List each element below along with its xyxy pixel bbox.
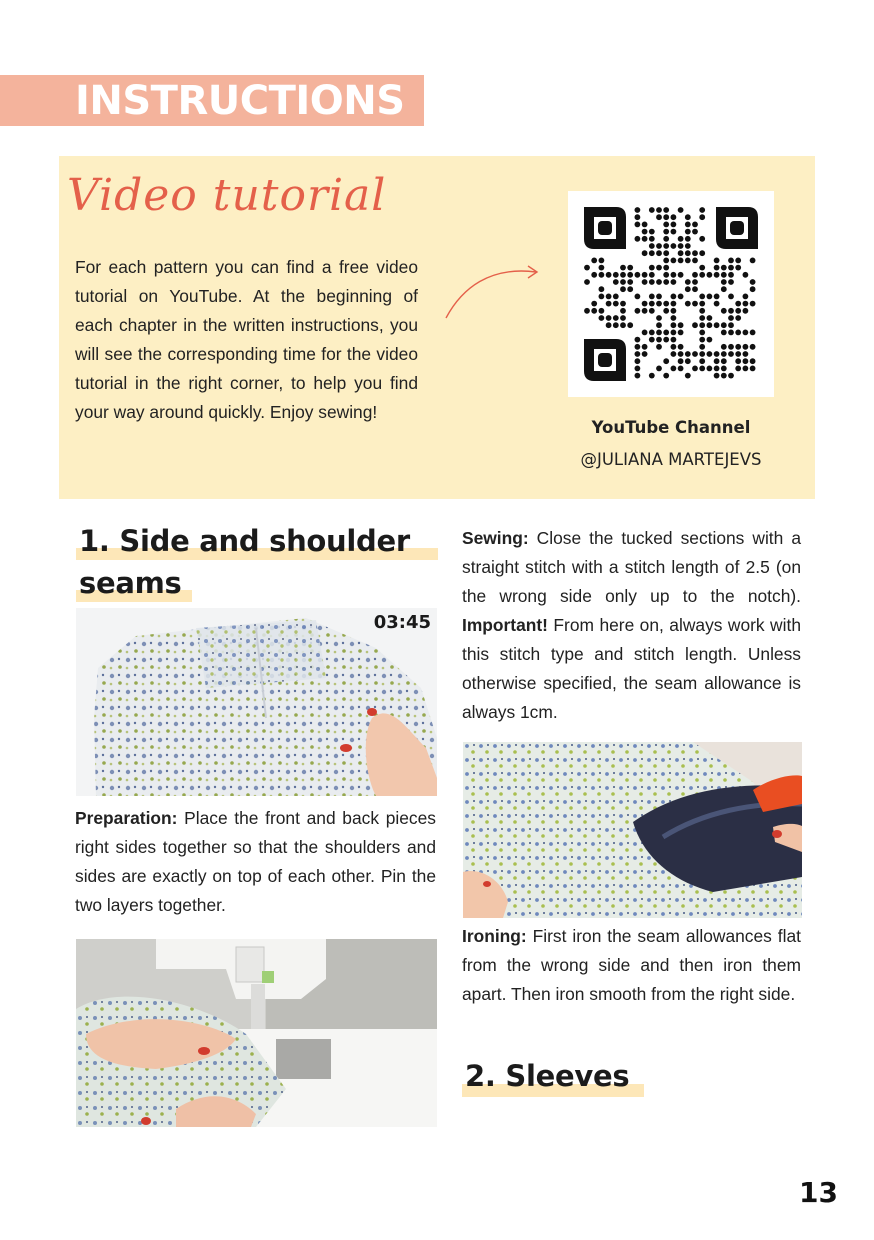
qr-module: [714, 351, 720, 357]
qr-module: [671, 308, 677, 314]
qr-module: [606, 301, 612, 307]
qr-module: [685, 250, 691, 256]
qr-module: [620, 322, 626, 328]
qr-module: [678, 358, 684, 364]
qr-module: [707, 322, 713, 328]
qr-module: [613, 279, 619, 285]
qr-module: [671, 258, 677, 264]
qr-module: [685, 301, 691, 307]
qr-module: [649, 265, 655, 271]
qr-module: [663, 272, 669, 278]
qr-module: [663, 258, 669, 264]
qr-module: [627, 322, 633, 328]
page-title: INSTRUCTIONS: [75, 78, 405, 124]
qr-module: [642, 272, 648, 278]
qr-module: [685, 222, 691, 228]
qr-module: [707, 315, 713, 321]
qr-module: [728, 279, 734, 285]
qr-module: [707, 272, 713, 278]
qr-module: [728, 265, 734, 271]
qr-module: [671, 243, 677, 249]
qr-module: [735, 265, 741, 271]
qr-module: [699, 322, 705, 328]
qr-module: [671, 301, 677, 307]
qr-module: [692, 351, 698, 357]
qr-module: [656, 322, 662, 328]
qr-module: [750, 330, 756, 336]
section-2-title: 2. Sleeves: [465, 1059, 630, 1093]
youtube-channel-handle[interactable]: @JULIANA MARTEJEVS: [580, 450, 762, 469]
qr-module: [714, 272, 720, 278]
qr-module: [649, 337, 655, 343]
qr-module: [685, 279, 691, 285]
qr-module: [735, 330, 741, 336]
qr-module: [663, 279, 669, 285]
qr-module: [656, 294, 662, 300]
qr-module: [750, 279, 756, 285]
qr-module: [699, 337, 705, 343]
qr-module: [663, 301, 669, 307]
qr-module: [699, 214, 705, 220]
qr-module: [613, 322, 619, 328]
qr-module: [591, 308, 597, 314]
qr-module: [620, 272, 626, 278]
qr-module: [678, 258, 684, 264]
qr-module: [678, 330, 684, 336]
qr-module: [699, 344, 705, 350]
qr-module: [635, 373, 641, 379]
qr-module: [663, 337, 669, 343]
qr-module: [663, 250, 669, 256]
qr-module: [735, 366, 741, 372]
section-1-title-line-1: 1. Side and shoulder: [79, 524, 410, 558]
qr-module: [678, 236, 684, 242]
qr-module: [635, 222, 641, 228]
qr-module: [627, 272, 633, 278]
qr-module: [707, 366, 713, 372]
qr-module: [606, 315, 612, 321]
qr-module: [620, 265, 626, 271]
qr-module: [663, 229, 669, 235]
qr-module: [584, 279, 590, 285]
qr-module: [642, 236, 648, 242]
qr-module: [699, 207, 705, 213]
qr-module: [699, 301, 705, 307]
qr-module: [627, 265, 633, 271]
floral-fabric-photo: [76, 608, 437, 796]
qr-module: [663, 243, 669, 249]
youtube-channel-label: YouTube Channel: [591, 418, 751, 437]
qr-module: [685, 358, 691, 364]
qr-module: [656, 301, 662, 307]
qr-module: [656, 265, 662, 271]
qr-module: [642, 222, 648, 228]
qr-module: [728, 272, 734, 278]
page-number: 13: [799, 1176, 838, 1209]
qr-module: [721, 351, 727, 357]
qr-module: [635, 344, 641, 350]
qr-module: [707, 337, 713, 343]
qr-module: [649, 301, 655, 307]
qr-module: [728, 258, 734, 264]
qr-module: [599, 258, 605, 264]
qr-module: [671, 214, 677, 220]
qr-module: [699, 358, 705, 364]
qr-module: [656, 344, 662, 350]
qr-module: [613, 294, 619, 300]
qr-module: [728, 330, 734, 336]
qr-module: [635, 308, 641, 314]
qr-module: [663, 308, 669, 314]
qr-module: [649, 229, 655, 235]
qr-module: [584, 308, 590, 314]
qr-module: [678, 366, 684, 372]
qr-module: [721, 322, 727, 328]
qr-module: [620, 308, 626, 314]
qr-module: [743, 351, 749, 357]
qr-module: [649, 279, 655, 285]
qr-module: [671, 272, 677, 278]
qr-module: [721, 265, 727, 271]
qr-module: [692, 322, 698, 328]
qr-module: [699, 250, 705, 256]
qr-module: [599, 294, 605, 300]
qr-module: [656, 330, 662, 336]
qr-module: [685, 373, 691, 379]
qr-module: [635, 294, 641, 300]
qr-module: [591, 301, 597, 307]
qr-module: [678, 351, 684, 357]
qr-module: [635, 272, 641, 278]
qr-module: [721, 358, 727, 364]
qr-module: [649, 243, 655, 249]
important-label: Important!: [462, 615, 548, 635]
arrow-icon: [440, 258, 544, 322]
qr-module: [671, 351, 677, 357]
qr-module: [721, 272, 727, 278]
qr-module: [649, 250, 655, 256]
qr-module: [699, 272, 705, 278]
preparation-paragraph: [75, 804, 436, 920]
qr-module: [707, 351, 713, 357]
qr-module: [714, 258, 720, 264]
qr-module: [750, 286, 756, 292]
qr-module: [642, 279, 648, 285]
qr-module: [728, 373, 734, 379]
qr-module: [663, 236, 669, 242]
qr-module: [656, 366, 662, 372]
qr-module: [692, 366, 698, 372]
qr-module: [649, 294, 655, 300]
qr-module: [735, 308, 741, 314]
qr-module: [699, 330, 705, 336]
qr-module: [728, 322, 734, 328]
video-tutorial-text: For each pattern you can find a free video tutorial on YouTube. At the beginning of each chapter in the written instructions, you will see the corresponding time for the video tutorial in the right corner, to help you find your way around quickly. Enjoy sewing!: [75, 257, 418, 422]
qr-module: [613, 301, 619, 307]
qr-module: [721, 279, 727, 285]
sewing-text-2: From here on, always work with this stitch type and stitch length. Unless otherwise specified, the seam allowance is always 1cm.: [462, 615, 801, 722]
qr-module: [714, 265, 720, 271]
qr-module: [671, 222, 677, 228]
qr-module: [649, 373, 655, 379]
qr-module: [663, 207, 669, 213]
qr-module: [735, 358, 741, 364]
qr-module: [642, 229, 648, 235]
qr-module: [627, 279, 633, 285]
qr-module: [692, 301, 698, 307]
qr-module: [678, 207, 684, 213]
qr-module: [620, 279, 626, 285]
qr-module: [671, 337, 677, 343]
qr-module: [743, 358, 749, 364]
qr-module: [591, 258, 597, 264]
qr-module: [606, 322, 612, 328]
qr-module: [671, 330, 677, 336]
qr-module: [750, 301, 756, 307]
qr-module: [649, 236, 655, 242]
qr-module: [606, 294, 612, 300]
qr-module: [743, 366, 749, 372]
qr-module: [635, 207, 641, 213]
qr-module: [635, 337, 641, 343]
sewing-machine-photo: [76, 939, 437, 1127]
ironing-label: Ironing:: [462, 926, 527, 946]
qr-module: [721, 366, 727, 372]
qr-module: [635, 236, 641, 242]
sewing-paragraph: [462, 524, 801, 727]
qr-module: [735, 315, 741, 321]
section-1-title-line-2: seams: [79, 566, 182, 600]
qr-module: [707, 294, 713, 300]
qr-module: [699, 308, 705, 314]
qr-module: [685, 351, 691, 357]
qr-module: [714, 373, 720, 379]
qr-module: [714, 322, 720, 328]
qr-module: [599, 315, 605, 321]
qr-module: [642, 344, 648, 350]
qr-module: [743, 301, 749, 307]
qr-module: [627, 286, 633, 292]
qr-module: [663, 358, 669, 364]
qr-module: [721, 330, 727, 336]
qr-module: [699, 236, 705, 242]
qr-module: [750, 358, 756, 364]
qr-module: [671, 315, 677, 321]
qr-module: [656, 315, 662, 321]
qr-module: [671, 322, 677, 328]
qr-module: [692, 279, 698, 285]
qr-module: [750, 344, 756, 350]
qr-module: [620, 286, 626, 292]
qr-module: [671, 279, 677, 285]
qr-code[interactable]: [568, 191, 774, 397]
qr-module: [692, 286, 698, 292]
qr-module: [642, 330, 648, 336]
qr-module: [649, 308, 655, 314]
qr-module: [692, 258, 698, 264]
qr-module: [599, 286, 605, 292]
qr-module: [613, 315, 619, 321]
qr-module: [656, 207, 662, 213]
qr-module: [671, 229, 677, 235]
qr-module: [699, 351, 705, 357]
qr-module: [685, 258, 691, 264]
qr-module: [735, 301, 741, 307]
qr-module: [635, 358, 641, 364]
qr-module: [642, 308, 648, 314]
qr-module: [671, 294, 677, 300]
qr-module: [678, 322, 684, 328]
qr-module: [743, 308, 749, 314]
qr-module: [685, 214, 691, 220]
qr-module: [663, 222, 669, 228]
ironing-paragraph: [462, 922, 801, 1009]
qr-code-graphic: [568, 191, 774, 397]
qr-module: [714, 301, 720, 307]
qr-module: [685, 236, 691, 242]
qr-module: [678, 243, 684, 249]
qr-module: [721, 344, 727, 350]
qr-module: [656, 214, 662, 220]
qr-module: [699, 315, 705, 321]
qr-module: [663, 373, 669, 379]
qr-module: [678, 250, 684, 256]
video-tutorial-script-title: Video tutorial: [67, 170, 387, 221]
qr-module: [699, 294, 705, 300]
qr-module: [721, 308, 727, 314]
qr-module: [743, 330, 749, 336]
qr-module: [663, 330, 669, 336]
qr-module: [685, 243, 691, 249]
qr-module: [613, 272, 619, 278]
qr-module: [743, 294, 749, 300]
qr-module: [606, 272, 612, 278]
qr-module: [685, 286, 691, 292]
iron-photo: [463, 742, 802, 918]
qr-module: [735, 351, 741, 357]
qr-module: [714, 366, 720, 372]
qr-module: [728, 294, 734, 300]
qr-module: [699, 366, 705, 372]
qr-module: [656, 279, 662, 285]
qr-module: [699, 265, 705, 271]
qr-module: [728, 351, 734, 357]
qr-module: [743, 272, 749, 278]
qr-module: [692, 272, 698, 278]
qr-module: [692, 229, 698, 235]
qr-module: [599, 308, 605, 314]
qr-module: [599, 265, 605, 271]
qr-module: [692, 250, 698, 256]
qr-module: [692, 222, 698, 228]
qr-module: [656, 243, 662, 249]
qr-module: [671, 344, 677, 350]
qr-module: [656, 250, 662, 256]
qr-module: [656, 337, 662, 343]
preparation-label: Preparation:: [75, 808, 178, 828]
qr-module: [728, 315, 734, 321]
qr-module: [599, 272, 605, 278]
qr-module: [649, 207, 655, 213]
qr-module: [743, 344, 749, 350]
qr-module: [584, 265, 590, 271]
qr-module: [663, 214, 669, 220]
video-timecode: 03:45: [373, 612, 431, 633]
ironing-text: First iron the seam allowances flat from the wrong side and then iron them apart. Then iron smooth from the right side.: [462, 926, 801, 1004]
qr-module: [663, 265, 669, 271]
qr-module: [750, 258, 756, 264]
qr-module: [635, 351, 641, 357]
preparation-text: Place the front and back pieces right sides together so that the shoulders and sides are exactly on top of each other. Pin the two layers together.: [75, 808, 436, 915]
qr-module: [721, 286, 727, 292]
qr-module: [678, 294, 684, 300]
sewing-text-1: Close the tucked sections with a straight stitch with a stitch length of 2.5 (on the wrong side only up to the notch).: [462, 528, 801, 606]
qr-module: [721, 373, 727, 379]
qr-module: [620, 315, 626, 321]
qr-module: [649, 272, 655, 278]
qr-module: [735, 258, 741, 264]
sewing-label: Sewing:: [462, 528, 529, 548]
qr-module: [678, 344, 684, 350]
qr-module: [635, 366, 641, 372]
qr-module: [685, 229, 691, 235]
qr-module: [642, 301, 648, 307]
qr-module: [591, 272, 597, 278]
qr-module: [678, 272, 684, 278]
qr-module: [671, 366, 677, 372]
qr-module: [649, 330, 655, 336]
qr-module: [642, 250, 648, 256]
qr-module: [714, 358, 720, 364]
qr-module: [735, 344, 741, 350]
qr-module: [728, 344, 734, 350]
qr-module: [750, 366, 756, 372]
qr-module: [635, 214, 641, 220]
qr-module: [642, 351, 648, 357]
qr-module: [714, 294, 720, 300]
qr-module: [620, 301, 626, 307]
qr-module: [728, 308, 734, 314]
